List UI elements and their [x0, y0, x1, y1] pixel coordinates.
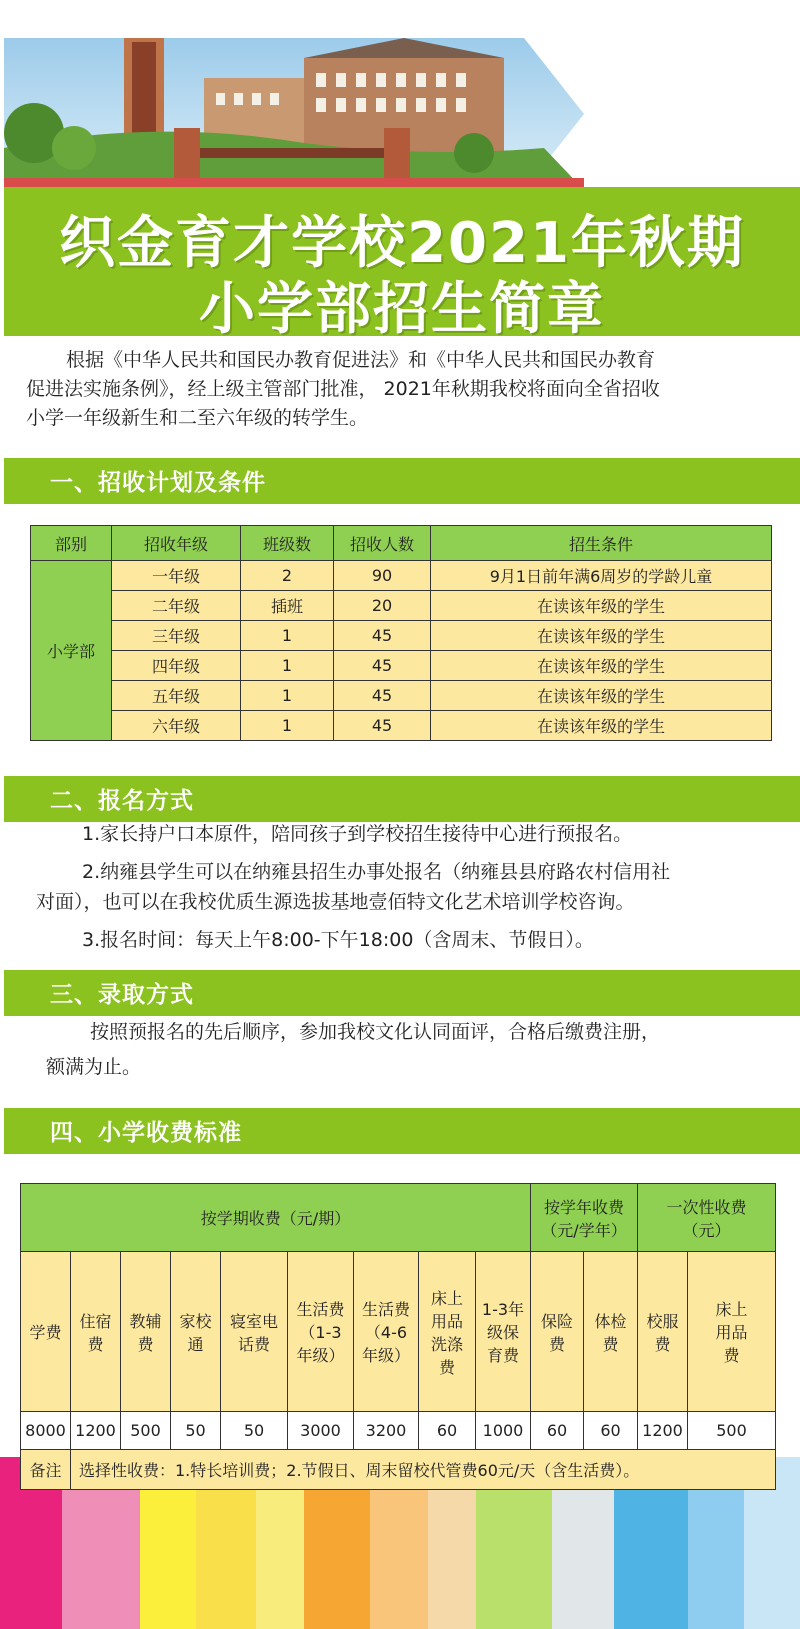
header-cell: 班级数	[241, 526, 334, 561]
table-row	[31, 651, 772, 681]
fee-standard-table	[20, 1183, 776, 1490]
fee-label-line: （4-6	[364, 1323, 408, 1342]
fee-label-cell	[638, 1252, 688, 1412]
condition-cell: 在读该年级的学生	[431, 711, 772, 741]
fee-value-cell: 3200	[354, 1412, 419, 1450]
fee-label-line: 用品	[430, 1311, 463, 1331]
fee-label-cell	[21, 1252, 71, 1412]
classes-cell: 1	[241, 621, 334, 651]
registration-item-2: 2.纳雍县学生可以在纳雍县招生办事处报名（纳雍县县府路农村信用社	[82, 861, 671, 883]
fee-label-row	[21, 1252, 776, 1412]
grade-cell: 六年级	[112, 711, 241, 741]
campus-banner-image	[4, 38, 584, 190]
classes-cell: 插班	[241, 591, 334, 621]
classes-cell: 1	[241, 651, 334, 681]
section-header-registration	[4, 776, 800, 822]
fee-label-cell	[531, 1252, 584, 1412]
fee-label-line: 生活费	[296, 1300, 345, 1319]
intro-line-1: 根据《中华人民共和国民办教育促进法》和《中华人民共和国民办教育	[66, 349, 656, 371]
semester-fee-group: 按学期收费（元/期）	[21, 1184, 531, 1252]
classes-cell: 1	[241, 711, 334, 741]
fee-label-cell	[419, 1252, 476, 1412]
fee-label-line: 年级）	[296, 1346, 345, 1365]
fee-label-cell	[288, 1252, 354, 1412]
fee-value-cell: 500	[121, 1412, 171, 1450]
fee-value-cell: 500	[688, 1412, 776, 1450]
fee-label-line: 住宿	[79, 1311, 112, 1331]
registration-item-1: 1.家长持户口本原件，陪同孩子到学校招生接待中心进行预报名。	[82, 823, 633, 845]
fee-label-line: 校服	[646, 1311, 679, 1331]
condition-cell: 在读该年级的学生	[431, 621, 772, 651]
yearly-fee-group-line-1: 按学年收费	[543, 1197, 624, 1217]
fee-label-line: 床上	[715, 1300, 748, 1319]
count-cell: 20	[334, 591, 431, 621]
admission-line-1: 按照预报名的先后顺序，参加我校文化认同面评，合格后缴费注册，	[90, 1021, 661, 1043]
department-cell: 小学部	[31, 561, 112, 741]
fee-label-line: 生活费	[361, 1300, 410, 1319]
title-line-1: 织金育才学校2021年秋期	[59, 211, 745, 276]
fee-label-line: 费	[87, 1334, 104, 1354]
fee-label-line: 年级）	[361, 1346, 410, 1365]
fee-label-line: 床上	[430, 1288, 463, 1308]
count-cell: 90	[334, 561, 431, 591]
fee-label-line: 费	[602, 1334, 619, 1354]
title-band	[4, 187, 800, 342]
count-cell: 45	[334, 711, 431, 741]
table-row	[31, 681, 772, 711]
fee-value-cell: 3000	[288, 1412, 354, 1450]
table-header-row	[31, 526, 772, 561]
registration-item-3: 3.报名时间：每天上午8:00-下午18:00（含周末、节假日）。	[82, 929, 594, 951]
grade-cell: 三年级	[112, 621, 241, 651]
fee-label-cell	[71, 1252, 121, 1412]
fee-label-line: 学费	[29, 1323, 62, 1342]
fee-label-line: 用品	[715, 1323, 748, 1342]
one-time-fee-group-line-1: 一次性收费	[666, 1197, 747, 1217]
table-row	[31, 591, 772, 621]
fee-label-line: 寝室电	[229, 1311, 278, 1331]
count-cell: 45	[334, 621, 431, 651]
fee-value-cell: 8000	[21, 1412, 71, 1450]
table-row	[31, 621, 772, 651]
section-header-fees	[4, 1108, 800, 1154]
enrollment-plan-table	[30, 525, 772, 741]
fee-label-line: 级保	[486, 1323, 519, 1342]
grade-cell: 一年级	[112, 561, 241, 591]
count-cell: 45	[334, 651, 431, 681]
fee-label-line: 费	[137, 1334, 154, 1354]
fee-label-line: （1-3	[299, 1323, 342, 1342]
fee-label-line: 教辅	[129, 1311, 162, 1331]
condition-cell: 9月1日前年满6周岁的学龄儿童	[431, 561, 772, 591]
condition-cell: 在读该年级的学生	[431, 591, 772, 621]
section-title: 三、录取方式	[50, 982, 194, 1008]
fee-value-cell: 60	[531, 1412, 584, 1450]
note-text-cell: 选择性收费：1.特长培训费；2.节假日、周末留校代管费60元/天（含生活费）。	[71, 1450, 776, 1490]
fee-value-cell: 50	[221, 1412, 288, 1450]
section-title: 一、招收计划及条件	[50, 470, 266, 496]
grade-cell: 二年级	[112, 591, 241, 621]
one-time-fee-group	[638, 1184, 776, 1252]
fee-label-line: 育费	[486, 1346, 519, 1365]
fee-label-cell	[354, 1252, 419, 1412]
condition-cell: 在读该年级的学生	[431, 681, 772, 711]
condition-cell: 在读该年级的学生	[431, 651, 772, 681]
fee-label-line: 费	[723, 1346, 740, 1365]
fee-label-line: 家校	[179, 1311, 212, 1331]
fee-group-row	[21, 1184, 776, 1252]
classes-cell: 2	[241, 561, 334, 591]
fee-value-cell: 60	[584, 1412, 638, 1450]
fee-label-cell	[688, 1252, 776, 1412]
header-cell: 招收年级	[112, 526, 241, 561]
grade-cell: 四年级	[112, 651, 241, 681]
fee-label-line: 保险	[540, 1311, 573, 1331]
yearly-fee-group	[531, 1184, 638, 1252]
fee-value-cell: 50	[171, 1412, 221, 1450]
fee-label-cell	[476, 1252, 531, 1412]
fee-label-line: 费	[654, 1334, 671, 1354]
fee-label-line: 通	[187, 1334, 204, 1354]
header-cell: 部别	[31, 526, 112, 561]
classes-cell: 1	[241, 681, 334, 711]
fee-value-row	[21, 1412, 776, 1450]
section-header-admission	[4, 970, 800, 1016]
fee-label-line: 费	[438, 1357, 455, 1377]
admission-line-2: 额满为止。	[46, 1056, 142, 1078]
table-row	[31, 561, 772, 591]
fee-label-cell	[584, 1252, 638, 1412]
fee-label-line: 话费	[237, 1334, 270, 1354]
section-title: 二、报名方式	[50, 788, 194, 814]
section-header-plan	[4, 458, 800, 504]
fee-label-line: 体检	[594, 1311, 627, 1331]
intro-line-2: 促进法实施条例》，经上级主管部门批准， 2021年秋期我校将面向全省招收	[26, 378, 660, 400]
note-label-cell: 备注	[21, 1450, 71, 1490]
title-line-2: 小学部招生简章	[199, 277, 605, 342]
header-cell: 招生条件	[431, 526, 772, 561]
section-title: 四、小学收费标准	[50, 1120, 242, 1146]
fee-label-line: 费	[548, 1334, 565, 1354]
fee-value-cell: 1200	[71, 1412, 121, 1450]
fee-note-row	[21, 1450, 776, 1490]
fee-label-cell	[221, 1252, 288, 1412]
one-time-fee-group-line-2: （元）	[682, 1220, 731, 1240]
grade-cell: 五年级	[112, 681, 241, 711]
fee-value-cell: 60	[419, 1412, 476, 1450]
fee-label-line: 洗涤	[430, 1334, 463, 1354]
registration-item-2-cont: 对面），也可以在我校优质生源选拔基地壹佰特文化艺术培训学校咨询。	[36, 891, 635, 913]
fee-value-cell: 1000	[476, 1412, 531, 1450]
fee-label-cell	[121, 1252, 171, 1412]
fee-label-line: 1-3年	[481, 1300, 525, 1319]
yearly-fee-group-line-2: （元/学年）	[541, 1220, 627, 1240]
count-cell: 45	[334, 681, 431, 711]
header-cell: 招收人数	[334, 526, 431, 561]
fee-label-cell	[171, 1252, 221, 1412]
fee-value-cell: 1200	[638, 1412, 688, 1450]
intro-line-3: 小学一年级新生和二至六年级的转学生。	[26, 407, 369, 429]
table-row	[31, 711, 772, 741]
